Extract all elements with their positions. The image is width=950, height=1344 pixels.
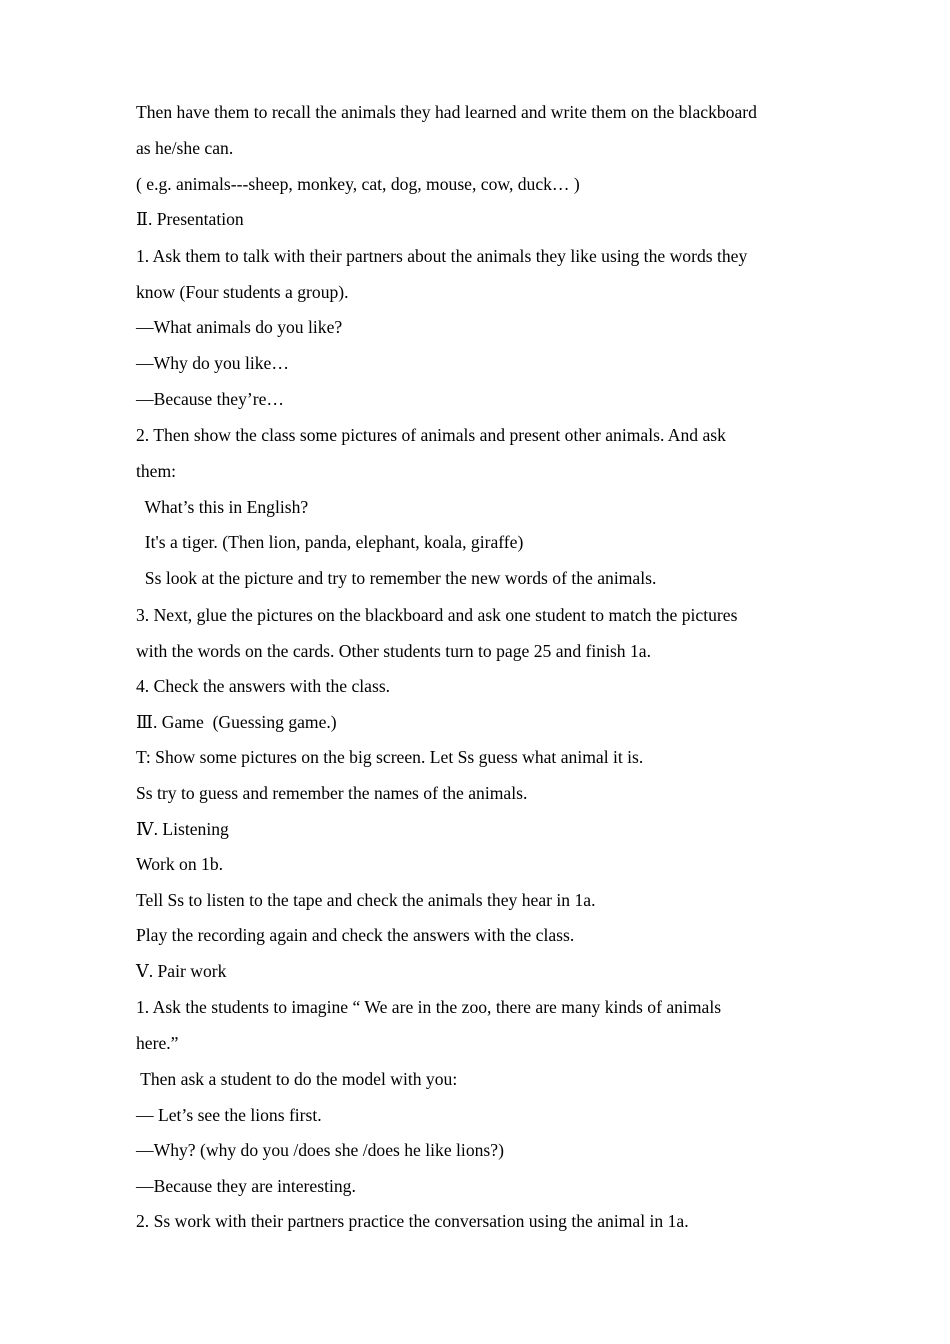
dialogue-line: —Why? (why do you /does she /does he like lions?) [136,1140,504,1161]
section-heading-listening: Ⅳ. Listening [136,818,229,839]
text-line: ( e.g. animals---sheep, monkey, cat, dog, mouse, cow, duck… ) [136,173,580,194]
text-line: with the words on the cards. Other students turn to page 25 and finish 1a. [136,640,652,661]
text-line: Then have them to recall the animals they had learned and write them on the blackboard [136,102,757,122]
text-line: here.” [136,1033,179,1054]
text-line: 4. Check the answers with the class. [136,676,391,697]
text-line: 3. Next, glue the pictures on the blackboard and ask one student to match the pictures [136,604,738,625]
text-line: them: [136,461,177,482]
text-line: 1. Ask them to talk with their partners about the animals they like using the words they [136,245,748,266]
text-line: Ss try to guess and remember the names of the animals. [136,782,528,803]
text-line: Then ask a student to do the model with you: [136,1069,458,1090]
dialogue-line: What’s this in English? [136,496,309,517]
text-line: Ss look at the picture and try to remember the new words of the animals. [136,567,657,588]
text-line: 2. Then show the class some pictures of animals and present other animals. And ask [136,425,726,446]
dialogue-line: —Because they are interesting. [136,1175,356,1196]
section-heading-pair-work: Ⅴ. Pair work [136,960,227,981]
text-line: Work on 1b. [136,854,224,875]
text-line: T: Show some pictures on the big screen. Let Ss guess what animal it is. [136,747,644,768]
text-line: 2. Ss work with their partners practice the conversation using the animal in 1a. [136,1211,689,1232]
dialogue-line: —What animals do you like? [136,317,343,338]
dialogue-line: It's a tiger. (Then lion, panda, elephant, koala, giraffe) [136,532,524,553]
dialogue-line: —Because they’re… [136,388,285,409]
section-heading-presentation: Ⅱ. Presentation [136,209,244,230]
text-line: Play the recording again and check the answers with the class. [136,925,575,946]
text-line: know (Four students a group). [136,281,349,302]
document-page [136,94,826,1240]
dialogue-line: — Let’s see the lions first. [136,1104,322,1125]
section-heading-game: Ⅲ. Game (Guessing game.) [136,711,337,732]
text-line: 1. Ask the students to imagine “ We are in the zoo, there are many kinds of animals [136,997,722,1018]
text-line: as he/she can. [136,138,234,158]
text-line: Tell Ss to listen to the tape and check the animals they hear in 1a. [136,889,596,910]
dialogue-line: —Why do you like… [136,352,289,373]
